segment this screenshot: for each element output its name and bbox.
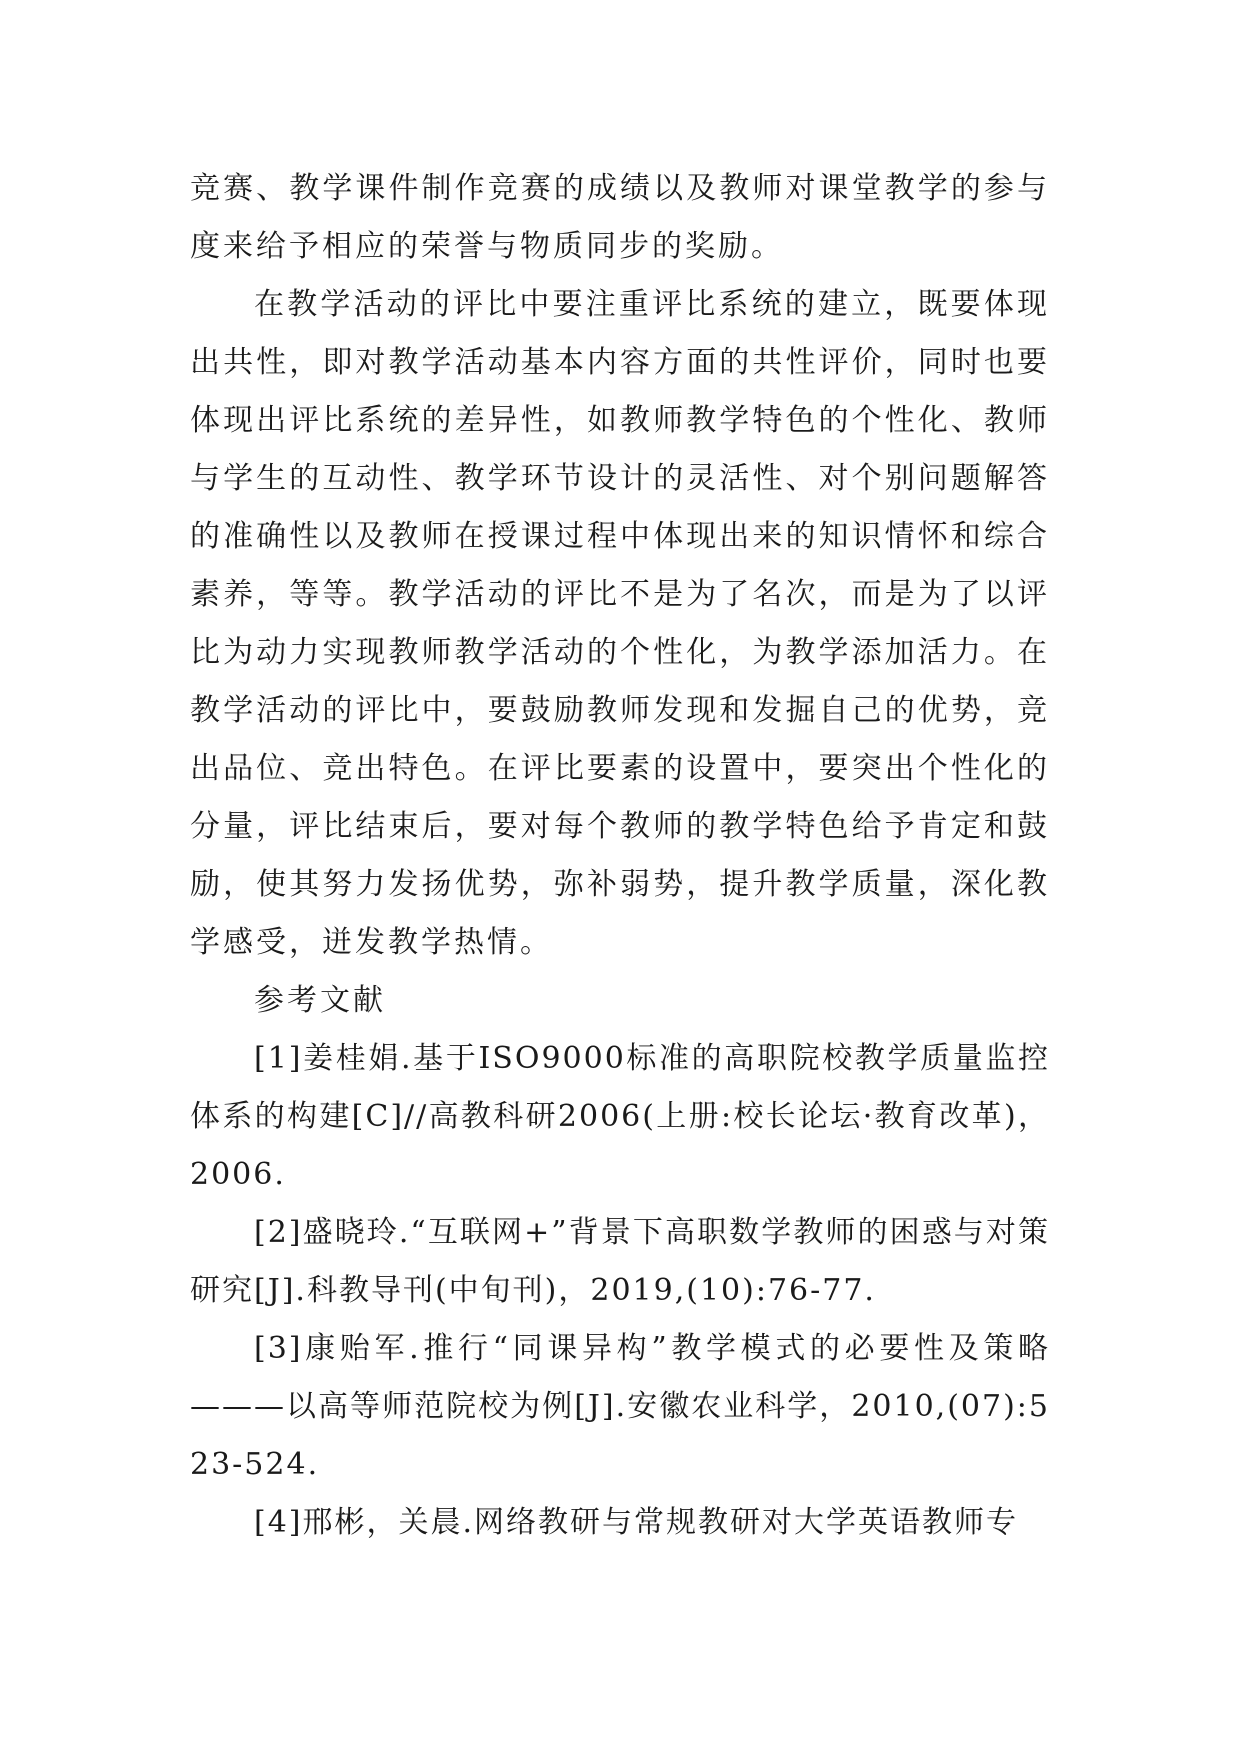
document-body: [190, 160, 1050, 1552]
reference-item-2: [2]盛晓玲.“互联网+”背景下高职数学教师的困惑与对策研究[J].科教导刊(中旬刊)，2019,(10):76-77.: [190, 1215, 1050, 1308]
references-heading: 参考文献: [254, 983, 386, 1018]
body-paragraph-continued: 竞赛、教学课件制作竞赛的成绩以及教师对课堂教学的参与度来给予相应的荣誉与物质同步的奖励。: [190, 171, 1050, 264]
reference-item-1: [1]姜桂娟.基于ISO9000标准的高职院校教学质量监控体系的构建[C]//高教科研2006(上册:校长论坛·教育改革)，2006.: [190, 1041, 1050, 1192]
body-paragraph-main: 在教学活动的评比中要注重评比系统的建立，既要体现出共性，即对教学活动基本内容方面的共性评价，同时也要体现出评比系统的差异性，如教师教学特色的个性化、教师与学生的互动性、教学环节设计的灵活性、对个别问题解答的准确性以及教师在授课过程中体现出来的知识情怀和综合素养，等等。教学活动的评比不是为了名次，而是为了以评比为动力实现教师教学活动的个性化，为教学添加活力。在教学活动的评比中，要鼓励教师发现和发掘自己的优势，竞出品位、竞出特色。在评比要素的设置中，要突出个性化的分量，评比结束后，要对每个教师的教学特色给予肯定和鼓励，使其努力发扬优势，弥补弱势，提升教学质量，深化教学感受，迸发教学热情。: [190, 287, 1050, 960]
reference-item-3: [3]康贻军.推行“同课异构”教学模式的必要性及策略———以高等师范院校为例[J].安徽农业科学，2010,(07):523-524.: [190, 1331, 1050, 1482]
reference-item-4: [4]邢彬，关晨.网络教研与常规教研对大学英语教师专: [254, 1505, 1019, 1540]
